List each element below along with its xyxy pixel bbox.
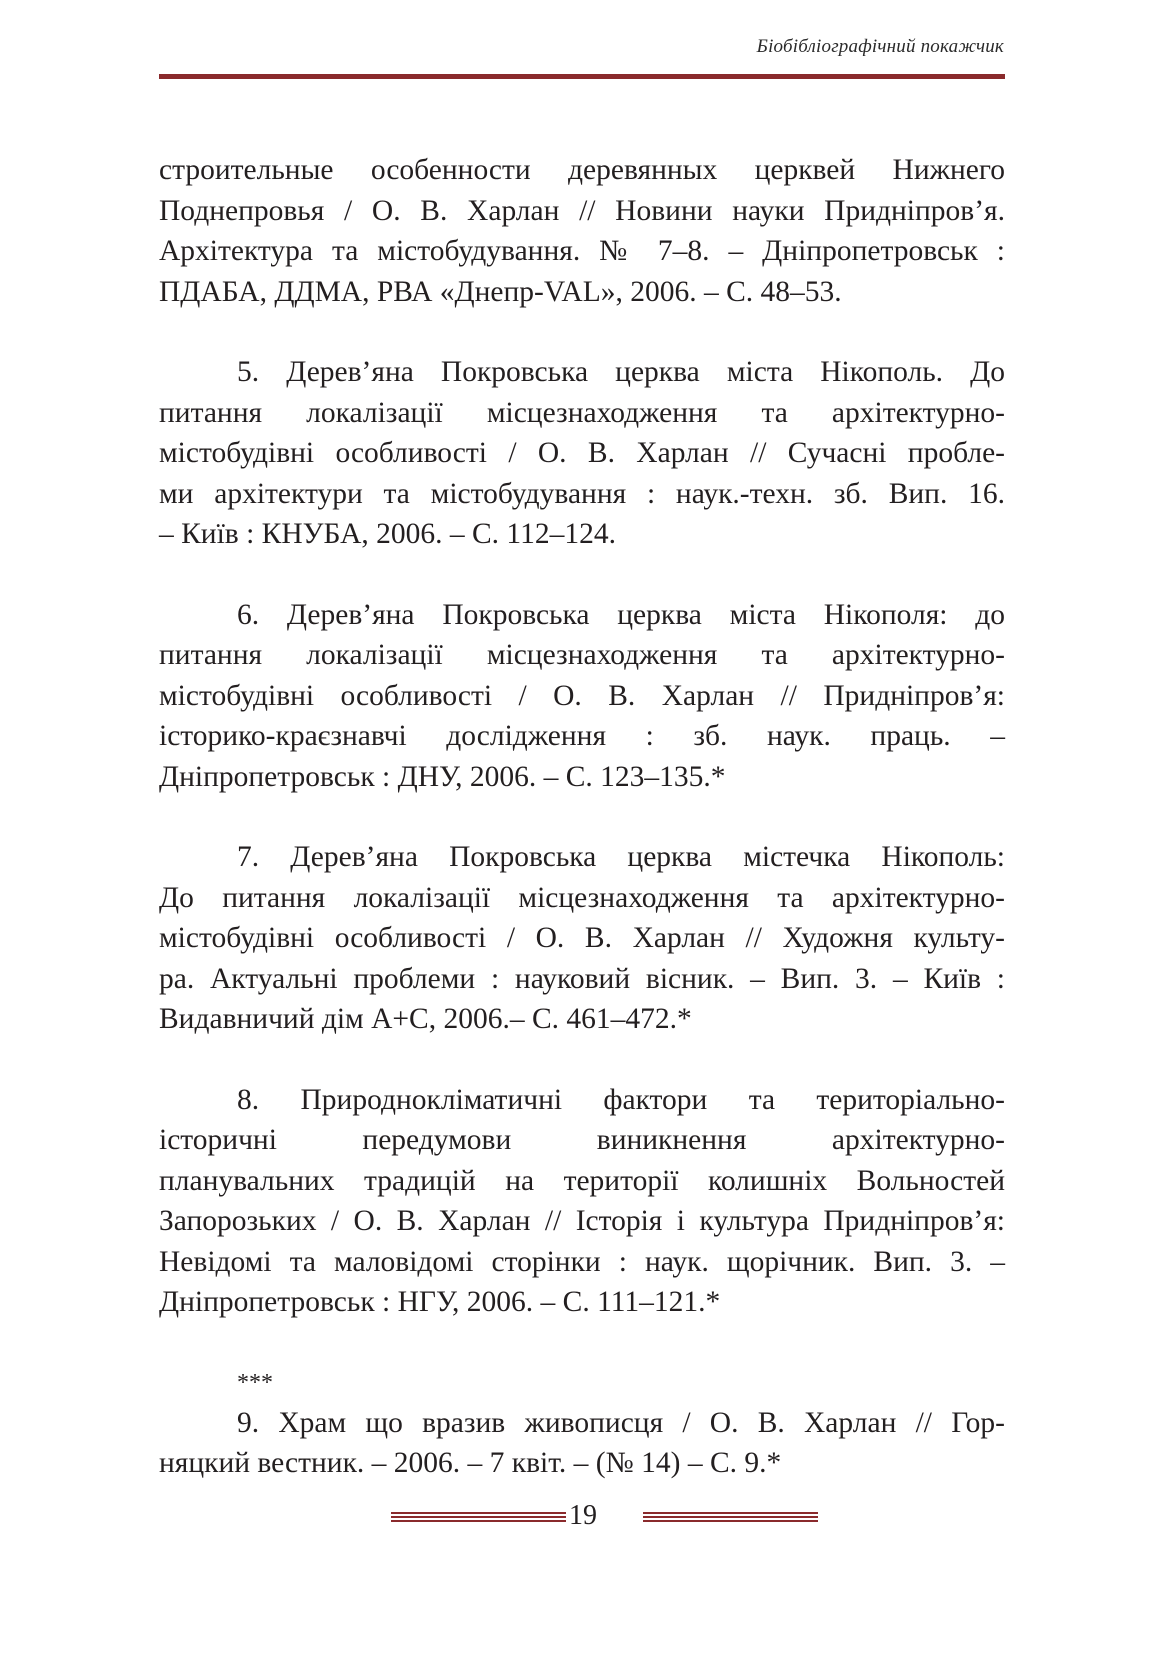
- page-footer: [0, 1498, 1166, 1538]
- footer-rule-right: [643, 1512, 818, 1522]
- section-separator: ***: [237, 1369, 273, 1396]
- bibliography-entry-9: [159, 1403, 1005, 1484]
- bibliography-list: [159, 150, 1005, 1524]
- page-number: 19: [569, 1500, 597, 1531]
- entry-line: містобудівні особливості / О. В. Харлан // Придніпров’я:: [159, 679, 1005, 712]
- bibliography-entry-5: [159, 352, 1005, 555]
- entry-line: ми архітектури та містобудування : наук.-техн. зб. Вип. 16.: [159, 477, 1005, 510]
- entry-line: 6. Дерев’яна Покровська церква міста Нікополя: до: [237, 598, 1005, 631]
- entry-line: 7. Дерев’яна Покровська церква містечка Нікополь:: [237, 841, 1005, 873]
- entry-line: строительные особенности деревянных церквей Нижнего: [159, 154, 1005, 186]
- entry-line: Архітектура та містобудування. № 7–8. – Дніпропетровськ :: [159, 235, 1005, 267]
- footer-rule-left: [391, 1512, 566, 1522]
- entry-line: містобудівні особливості / О. В. Харлан // Сучасні пробле-: [159, 437, 1005, 469]
- entry-line: Дніпропетровськ : НГУ, 2006. – С. 111–121.*: [159, 1286, 721, 1318]
- entry-line: ПДАБА, ДДМА, РВА «Днепр-VAL», 2006. – С. 48–53.: [159, 275, 842, 308]
- bibliography-entry-8: [159, 1080, 1005, 1323]
- entry-line: Видавничий дім А+С, 2006.– С. 461–472.*: [159, 1003, 692, 1035]
- bibliography-entry-7: [159, 837, 1005, 1040]
- entry-line: Запорозьких / О. В. Харлан // Історія і культура Придніпров’я:: [159, 1205, 1005, 1237]
- entry-line: Дніпропетровськ : ДНУ, 2006. – С. 123–135.*: [159, 760, 726, 793]
- entry-line: планувальних традицій на території колишніх Вольностей: [159, 1164, 1005, 1197]
- entry-line: питання локалізації місцезнаходження та архітектурно-: [159, 396, 1005, 429]
- entry-line: ра. Актуальні проблеми : науковий вісник. – Вип. 3. – Київ :: [159, 962, 1005, 995]
- entry-line: – Київ : КНУБА, 2006. – С. 112–124.: [159, 518, 616, 550]
- entry-line: 5. Дерев’яна Покровська церква міста Нікополь. До: [237, 356, 1005, 388]
- bibliography-entry-continued: [159, 150, 1005, 312]
- entry-line: 9. Храм що вразив живописця / О. В. Харлан // Гор-: [237, 1406, 1005, 1439]
- entry-line: До питання локалізації місцезнаходження та архітектурно-: [159, 881, 1005, 914]
- entry-line: питання локалізації місцезнаходження та архітектурно-: [159, 639, 1005, 671]
- entry-line: містобудівні особливості / О. В. Харлан // Художня культу-: [159, 922, 1005, 954]
- entry-line: Невідомі та маловідомі сторінки : наук. щорічник. Вип. 3. –: [159, 1245, 1005, 1278]
- entry-line: Поднепровья / О. В. Харлан // Новини науки Придніпров’я.: [159, 194, 1005, 227]
- entry-line: історико-краєзнавчі дослідження : зб. наук. праць. –: [159, 720, 1005, 752]
- entry-line: 8. Природнокліматичні фактори та територіально-: [237, 1083, 1005, 1116]
- entry-line: історичні передумови виникнення архітектурно-: [159, 1124, 1005, 1156]
- running-title: Біобібліографічний покажчик: [756, 36, 1004, 57]
- header-rule: [159, 74, 1005, 79]
- entry-line: няцкий вестник. – 2006. – 7 квіт. – (№ 14) – С. 9.*: [159, 1447, 782, 1479]
- bibliography-entry-6: [159, 595, 1005, 798]
